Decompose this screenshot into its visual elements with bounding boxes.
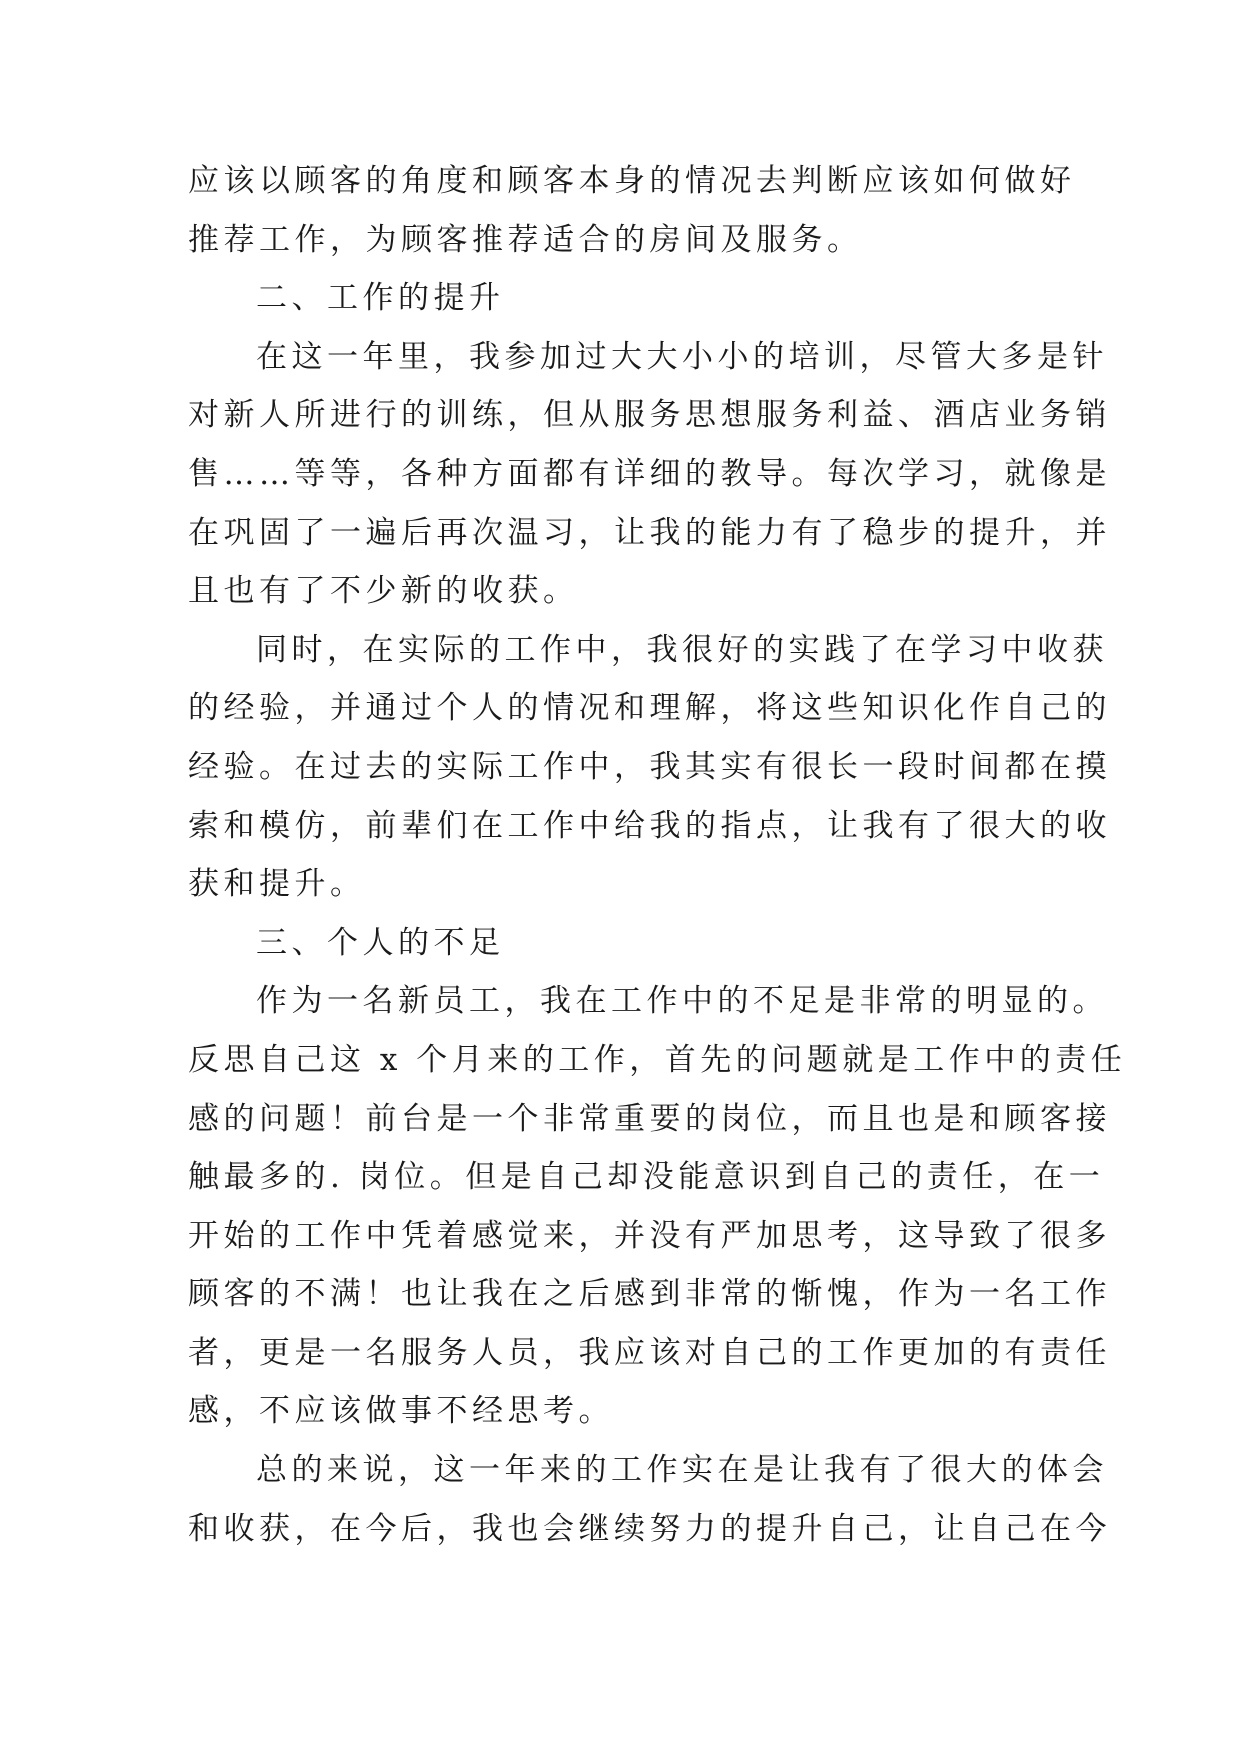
text-line: 作为一名新员工，我在工作中的不足是非常的明显的。 <box>256 983 1108 1020</box>
text-line: 且也有了不少新的收获。 <box>188 573 579 610</box>
text-line: 获和提升。 <box>188 866 366 903</box>
text-line: 触最多的. 岗位。但是自己却没能意识到自己的责任，在一 <box>188 1159 1105 1196</box>
text-line: 索和模仿，前辈们在工作中给我的指点，让我有了很大的收 <box>188 807 1111 844</box>
text-line: 在这一年里，我参加过大大小小的培训，尽管大多是针 <box>256 338 1108 375</box>
text-line: 感的问题！前台是一个非常重要的岗位，而且也是和顾客接 <box>188 1100 1111 1137</box>
text-line: 总的来说，这一年来的工作实在是让我有了很大的体会 <box>256 1452 1108 1489</box>
text-line: 和收获，在今后，我也会继续努力的提升自己，让自己在今 <box>188 1510 1111 1547</box>
text-line: 顾客的不满！也让我在之后感到非常的惭愧，作为一名工作 <box>188 1276 1111 1313</box>
text-line: 反思自己这 x 个月来的工作，首先的问题就是工作中的责任 <box>188 1041 1127 1078</box>
text-line: 推荐工作，为顾客推荐适合的房间及服务。 <box>188 221 863 258</box>
section-heading: 二、工作的提升 <box>256 280 505 317</box>
text-line: 的经验，并通过个人的情况和理解，将这些知识化作自己的 <box>188 690 1111 727</box>
text-line: 感，不应该做事不经思考。 <box>188 1393 614 1430</box>
text-line: 者，更是一名服务人员，我应该对自己的工作更加的有责任 <box>188 1334 1111 1371</box>
text-line: 开始的工作中凭着感觉来，并没有严加思考，这导致了很多 <box>188 1217 1111 1254</box>
text-line: 经验。在过去的实际工作中，我其实有很长一段时间都在摸 <box>188 748 1111 785</box>
document-body <box>188 152 1127 1558</box>
text-line: 对新人所进行的训练，但从服务思想服务利益、酒店业务销 <box>188 397 1111 434</box>
section-heading: 三、个人的不足 <box>256 924 505 961</box>
text-line: 应该以顾客的角度和顾客本身的情况去判断应该如何做好 <box>188 163 1076 199</box>
text-line: 在巩固了一遍后再次温习，让我的能力有了稳步的提升，并 <box>188 514 1111 551</box>
text-line: 同时，在实际的工作中，我很好的实践了在学习中收获 <box>256 631 1108 668</box>
text-line: 售……等等，各种方面都有详细的教导。每次学习，就像是 <box>188 455 1111 492</box>
